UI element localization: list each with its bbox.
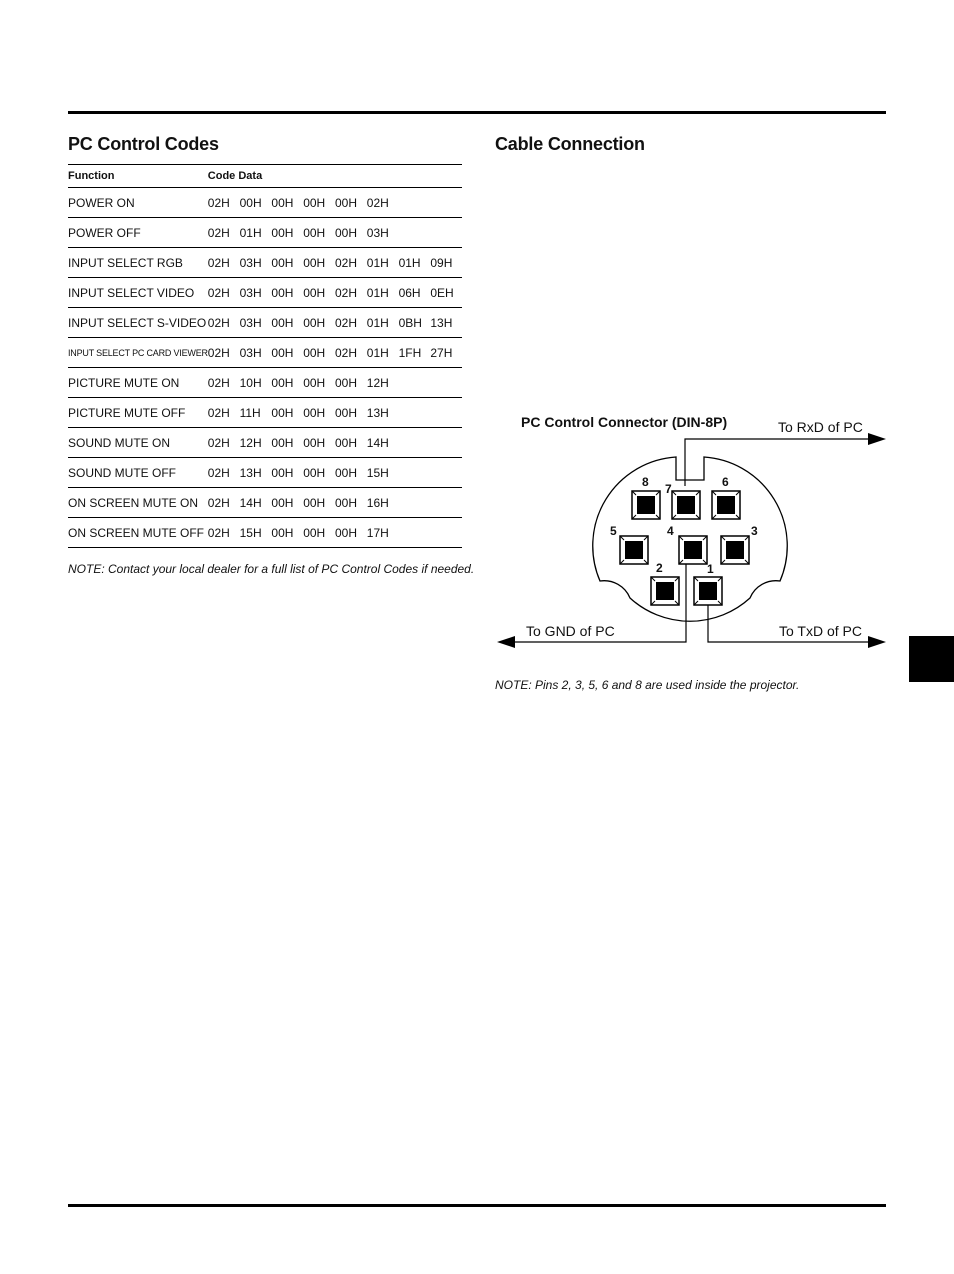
function-cell: SOUND MUTE ON <box>68 428 208 458</box>
code-byte: 13H <box>239 465 262 480</box>
code-byte: 00H <box>271 315 294 330</box>
function-cell: INPUT SELECT PC CARD VIEWER <box>68 338 208 368</box>
code-data-cell <box>208 338 462 368</box>
code-byte: 11H <box>239 405 261 420</box>
code-byte: 01H <box>239 225 262 240</box>
code-data-cell <box>208 248 462 278</box>
code-byte: 10H <box>239 375 262 390</box>
cable-connection-title: Cable Connection <box>495 134 645 154</box>
connector-label: PC Control Connector (DIN-8P) <box>521 414 728 430</box>
pin-contact <box>726 541 744 559</box>
code-data-cell <box>208 368 462 398</box>
table-row <box>68 458 462 488</box>
code-byte: 00H <box>271 375 294 390</box>
code-byte: 00H <box>271 255 294 270</box>
pin-number-label: 2 <box>656 561 663 575</box>
code-byte: 02H <box>207 225 230 240</box>
code-byte: 03H <box>239 315 262 330</box>
code-byte: 17H <box>366 525 389 540</box>
code-byte: 12H <box>239 435 262 450</box>
rxd-arrow-icon <box>868 433 886 445</box>
code-byte: 00H <box>271 345 294 360</box>
section-tab-marker <box>909 636 954 682</box>
code-byte: 02H <box>207 435 230 450</box>
code-byte: 02H <box>334 345 357 360</box>
code-byte: 02H <box>207 465 230 480</box>
code-data-cell <box>208 458 462 488</box>
code-byte: 00H <box>334 375 357 390</box>
pc-control-codes-title: PC Control Codes <box>68 134 219 154</box>
code-byte: 02H <box>207 315 230 330</box>
code-byte: 00H <box>303 225 326 240</box>
gnd-label: To GND of PC <box>526 623 615 639</box>
code-byte: 0EH <box>430 285 454 300</box>
function-cell: PICTURE MUTE ON <box>68 368 208 398</box>
pin-contact <box>656 582 674 600</box>
pin-contact <box>637 496 655 514</box>
code-byte: 06H <box>398 285 421 300</box>
pin-number-label: 3 <box>751 524 758 538</box>
pin-number-label: 8 <box>642 475 649 489</box>
code-byte: 00H <box>303 405 326 420</box>
code-byte: 02H <box>207 345 230 360</box>
code-byte: 02H <box>207 195 230 210</box>
code-byte: 0BH <box>398 315 422 330</box>
code-byte: 13H <box>366 405 389 420</box>
code-byte: 02H <box>207 525 230 540</box>
code-byte: 00H <box>271 465 294 480</box>
table-row <box>68 308 462 338</box>
table-row <box>68 488 462 518</box>
cable-connection-diagram <box>480 400 900 660</box>
function-cell: POWER ON <box>68 188 208 218</box>
txd-label: To TxD of PC <box>779 623 862 639</box>
table-row <box>68 368 462 398</box>
code-byte: 15H <box>366 465 389 480</box>
code-byte: 01H <box>366 315 389 330</box>
code-byte: 03H <box>239 345 262 360</box>
code-byte: 00H <box>303 525 326 540</box>
code-byte: 00H <box>303 465 326 480</box>
code-byte: 02H <box>334 255 357 270</box>
pin-number-label: 5 <box>610 524 617 538</box>
rxd-label: To RxD of PC <box>778 419 863 435</box>
function-header: Function <box>68 165 208 188</box>
code-byte: 00H <box>303 345 326 360</box>
function-cell: INPUT SELECT RGB <box>68 248 208 278</box>
code-byte: 14H <box>366 435 389 450</box>
code-byte: 00H <box>303 195 326 210</box>
function-cell: ON SCREEN MUTE ON <box>68 488 208 518</box>
code-byte: 00H <box>334 495 357 510</box>
code-data-header: Code Data <box>208 165 462 188</box>
code-byte: 00H <box>303 255 326 270</box>
pin-contact <box>684 541 702 559</box>
code-data-cell <box>208 308 462 338</box>
pin-contact <box>717 496 735 514</box>
code-byte: 00H <box>303 435 326 450</box>
code-byte: 01H <box>366 345 389 360</box>
code-byte: 00H <box>271 225 294 240</box>
pin-contact <box>625 541 643 559</box>
table-body <box>68 188 462 548</box>
table-row <box>68 518 462 548</box>
code-byte: 02H <box>334 315 357 330</box>
code-byte: 09H <box>430 255 453 270</box>
code-byte: 27H <box>430 345 453 360</box>
code-data-cell <box>208 398 462 428</box>
pin-contact <box>677 496 695 514</box>
function-cell: PICTURE MUTE OFF <box>68 398 208 428</box>
code-byte: 14H <box>239 495 262 510</box>
codes-note: NOTE: Contact your local dealer for a full list of PC Control Codes if needed. <box>68 562 475 576</box>
code-byte: 00H <box>334 225 357 240</box>
pin-number-label: 4 <box>667 524 674 538</box>
function-cell: SOUND MUTE OFF <box>68 458 208 488</box>
function-cell: ON SCREEN MUTE OFF <box>68 518 208 548</box>
table-row <box>68 398 462 428</box>
code-data-cell <box>208 518 462 548</box>
code-byte: 00H <box>303 495 326 510</box>
code-byte: 03H <box>239 255 262 270</box>
code-byte: 00H <box>334 435 357 450</box>
pc-control-codes-table <box>68 164 462 548</box>
code-byte: 02H <box>207 405 230 420</box>
code-byte: 00H <box>271 495 294 510</box>
pins-note: NOTE: Pins 2, 3, 5, 6 and 8 are used inside the projector. <box>495 678 800 692</box>
code-byte: 00H <box>303 285 326 300</box>
code-byte: 00H <box>271 285 294 300</box>
code-byte: 00H <box>334 195 357 210</box>
table-row <box>68 188 462 218</box>
code-data-cell <box>208 428 462 458</box>
code-byte: 00H <box>271 405 294 420</box>
txd-arrow-icon <box>868 636 886 648</box>
code-byte: 00H <box>271 525 294 540</box>
code-data-cell <box>208 218 462 248</box>
table-header-row <box>68 165 462 188</box>
pin-number-label: 1 <box>707 562 714 576</box>
function-cell: POWER OFF <box>68 218 208 248</box>
top-rule <box>68 111 886 114</box>
code-byte: 00H <box>239 195 262 210</box>
code-byte: 02H <box>334 285 357 300</box>
code-byte: 03H <box>239 285 262 300</box>
code-byte: 13H <box>430 315 453 330</box>
code-byte: 12H <box>366 375 389 390</box>
code-byte: 1FH <box>398 345 422 360</box>
table-row <box>68 428 462 458</box>
code-byte: 00H <box>303 315 326 330</box>
code-byte: 03H <box>366 225 389 240</box>
table-row <box>68 248 462 278</box>
code-byte: 01H <box>366 285 389 300</box>
code-byte: 01H <box>366 255 389 270</box>
table-row <box>68 338 462 368</box>
code-byte: 00H <box>334 525 357 540</box>
code-byte: 02H <box>207 285 230 300</box>
code-byte: 02H <box>207 495 230 510</box>
code-data-cell <box>208 278 462 308</box>
table-row <box>68 278 462 308</box>
code-byte: 01H <box>398 255 421 270</box>
code-byte: 16H <box>366 495 389 510</box>
code-byte: 02H <box>366 195 389 210</box>
table-row <box>68 218 462 248</box>
code-byte: 00H <box>334 465 357 480</box>
code-data-cell <box>208 188 462 218</box>
gnd-arrow-icon <box>497 636 515 648</box>
function-cell: INPUT SELECT S-VIDEO <box>68 308 208 338</box>
code-byte: 02H <box>207 255 230 270</box>
code-data-cell <box>208 488 462 518</box>
code-byte: 15H <box>239 525 262 540</box>
pin-number-label: 7 <box>665 482 672 496</box>
code-byte: 00H <box>334 405 357 420</box>
code-byte: 00H <box>271 435 294 450</box>
pin-number-label: 6 <box>722 475 729 489</box>
code-byte: 00H <box>271 195 294 210</box>
code-byte: 02H <box>207 375 230 390</box>
bottom-rule <box>68 1204 886 1207</box>
pin-contact <box>699 582 717 600</box>
function-cell: INPUT SELECT VIDEO <box>68 278 208 308</box>
code-byte: 00H <box>303 375 326 390</box>
